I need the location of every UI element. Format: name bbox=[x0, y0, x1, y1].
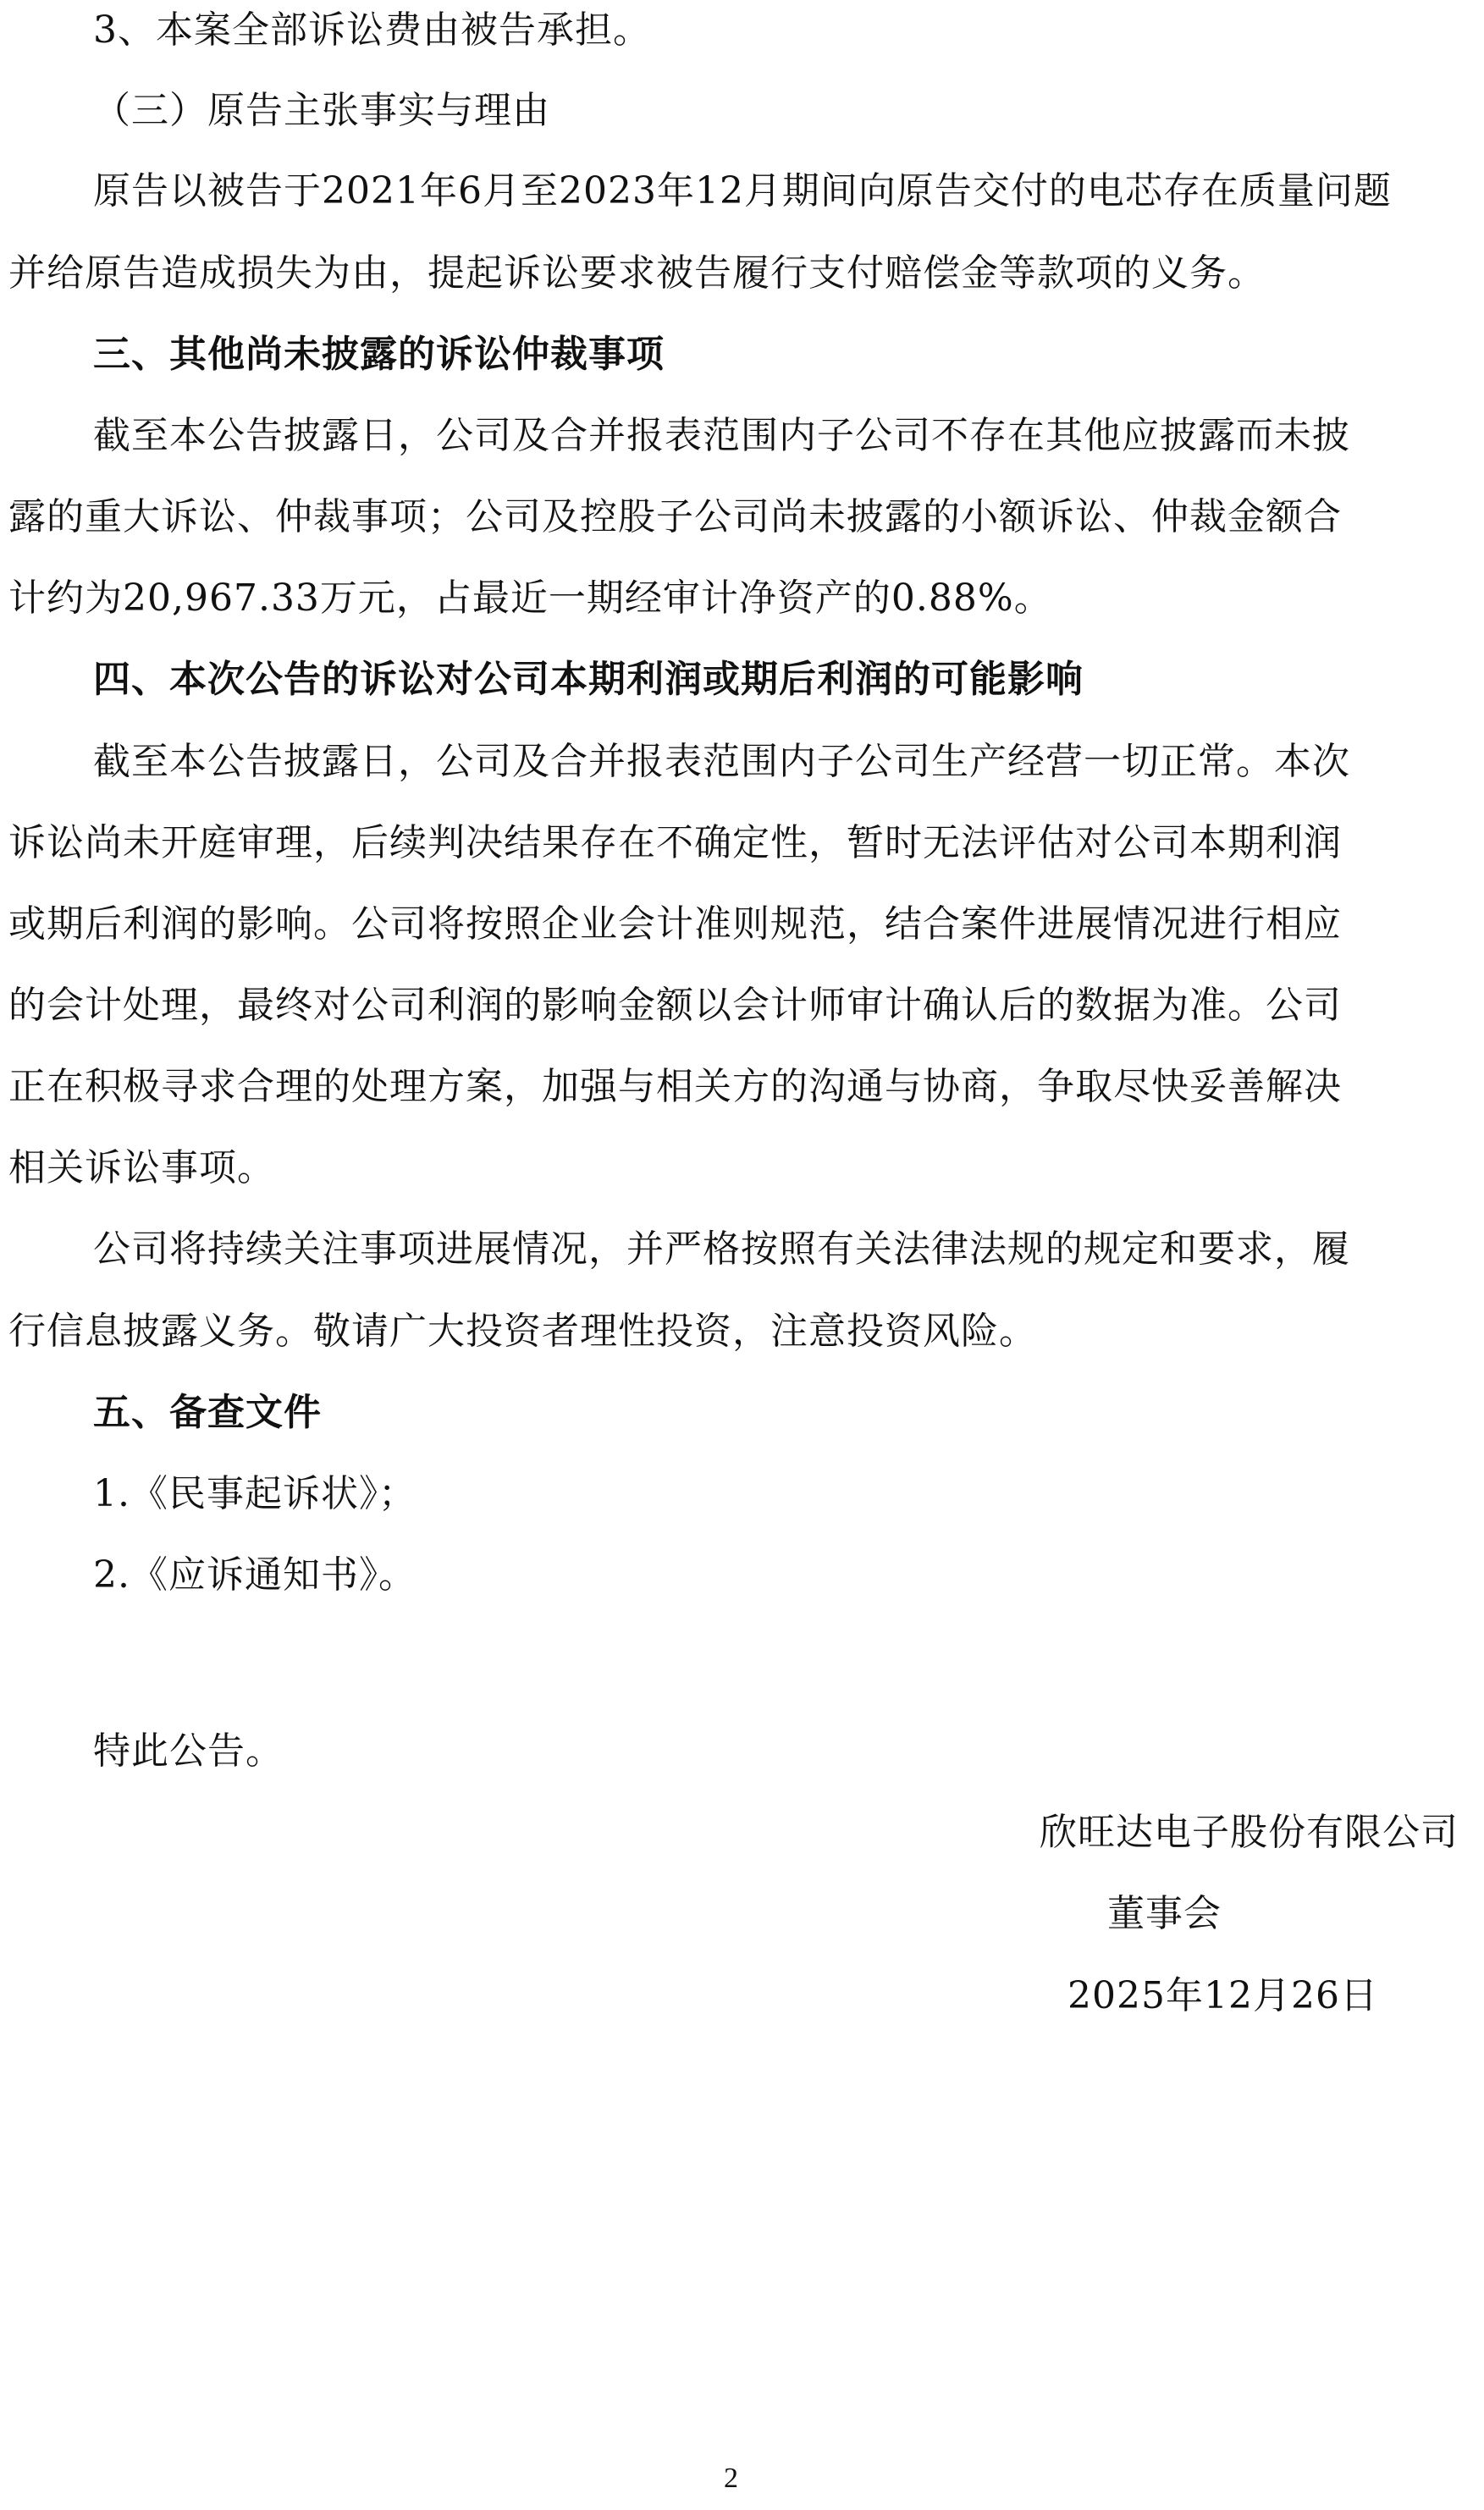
follow-paragraph-line-1: 公司将持续关注事项进展情况，并严格按照有关法律法规的规定和要求，履 bbox=[93, 1227, 1350, 1271]
other-paragraph-line-3: 计约为20,967.33万元，占最近一期经审计净资产的0.88%。 bbox=[8, 576, 1052, 620]
impact-paragraph-line-2: 诉讼尚未开庭审理，后续判决结果存在不确定性，暂时无法评估对公司本期利润 bbox=[8, 821, 1342, 864]
heading-profit-impact: 四、本次公告的诉讼对公司本期利润或期后利润的可能影响 bbox=[93, 658, 1084, 701]
reference-item-1: 1.《民事起诉状》； bbox=[93, 1472, 417, 1515]
facts-paragraph-line-1: 原告以被告于2021年6月至2023年12月期间向原告交付的电芯存在质量问题 bbox=[93, 169, 1392, 212]
other-paragraph-line-1: 截至本公告披露日，公司及合并报表范围内子公司不存在其他应披露而未披 bbox=[93, 414, 1350, 457]
impact-paragraph-line-1: 截至本公告披露日，公司及合并报表范围内子公司生产经营一切正常。本次 bbox=[93, 740, 1350, 783]
company-name: 欣旺达电子股份有限公司 bbox=[1040, 1811, 1459, 1854]
claim-item-3: 3、本案全部诉讼费由被告承担。 bbox=[93, 8, 651, 52]
heading-other-litigation: 三、其他尚未披露的诉讼仲裁事项 bbox=[93, 333, 665, 376]
announcement-date: 2025年12月26日 bbox=[1067, 1974, 1378, 2017]
impact-paragraph-line-4: 的会计处理，最终对公司利润的影响金额以会计师审计确认后的数据为准。公司 bbox=[8, 984, 1342, 1027]
impact-paragraph-line-5: 正在积极寻求合理的处理方案，加强与相关方的沟通与协商，争取尽快妥善解决 bbox=[8, 1065, 1342, 1108]
other-paragraph-line-2: 露的重大诉讼、仲裁事项；公司及控股子公司尚未披露的小额诉讼、仲裁金额合 bbox=[8, 495, 1342, 538]
section-heading-facts: （三）原告主张事实与理由 bbox=[93, 89, 550, 132]
impact-paragraph-line-6: 相关诉讼事项。 bbox=[8, 1146, 275, 1189]
reference-item-2: 2.《应诉通知书》。 bbox=[93, 1553, 417, 1597]
page-number: 2 bbox=[724, 2463, 738, 2494]
facts-paragraph-line-2: 并给原告造成损失为由，提起诉讼要求被告履行支付赔偿金等款项的义务。 bbox=[8, 251, 1266, 295]
board-of-directors: 董事会 bbox=[1107, 1892, 1222, 1935]
follow-paragraph-line-2: 行信息披露义务。敬请广大投资者理性投资，注意投资风险。 bbox=[8, 1310, 1037, 1353]
heading-reference-documents: 五、备查文件 bbox=[93, 1391, 322, 1434]
impact-paragraph-line-3: 或期后利润的影响。公司将按照企业会计准则规范，结合案件进展情况进行相应 bbox=[8, 902, 1342, 946]
closing-statement: 特此公告。 bbox=[93, 1729, 284, 1773]
